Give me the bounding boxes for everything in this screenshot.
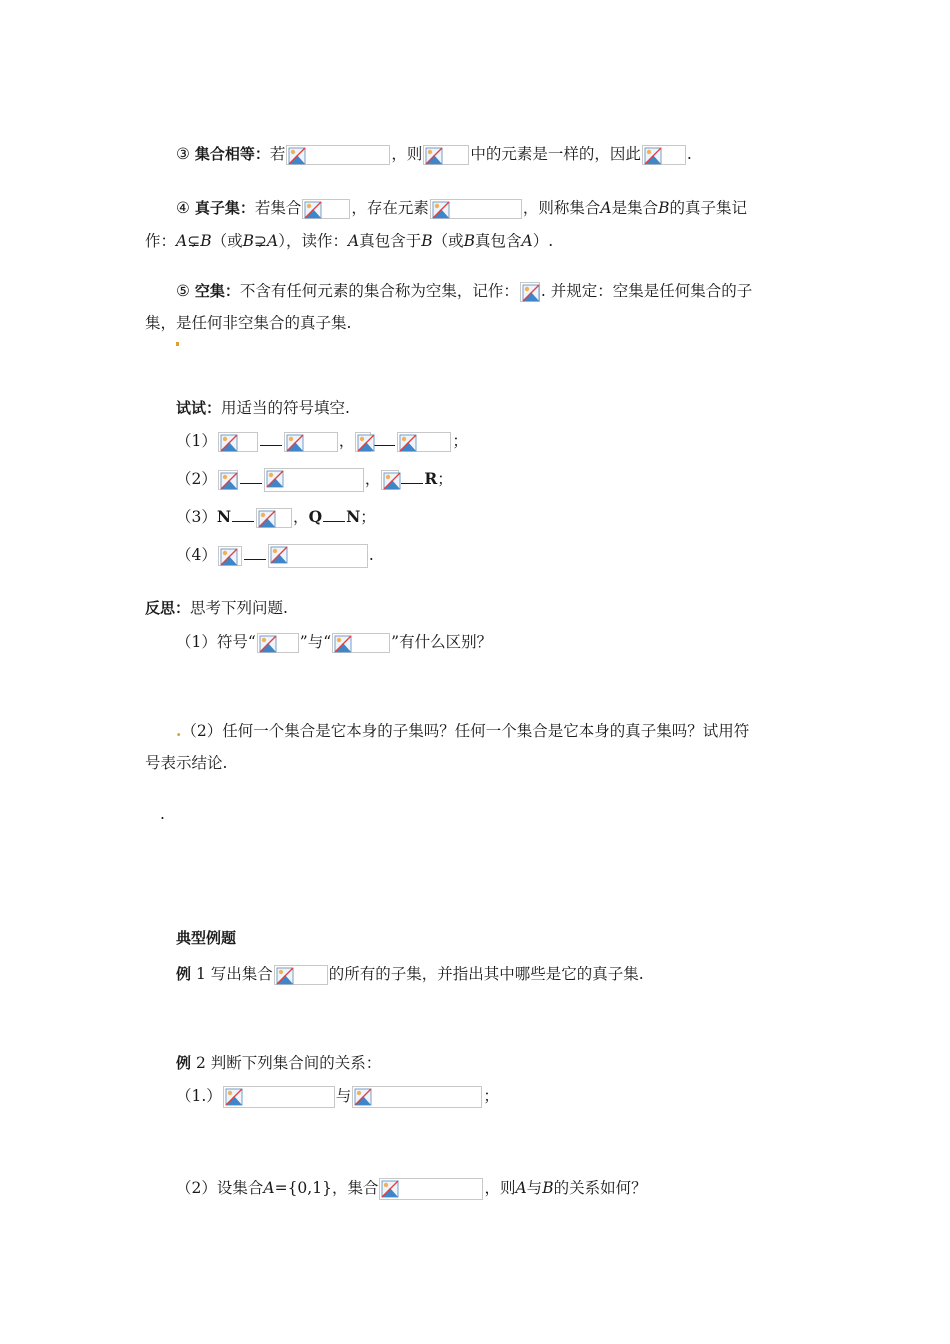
broken-image-icon bbox=[397, 432, 451, 452]
broken-image-icon bbox=[302, 199, 350, 219]
example-number: 1 bbox=[195, 965, 206, 983]
fill-blank[interactable] bbox=[260, 431, 282, 446]
variable: B bbox=[542, 1179, 554, 1197]
broken-image-icon bbox=[352, 1086, 482, 1108]
reflect-q1 bbox=[176, 631, 492, 653]
text: ”与“ bbox=[299, 633, 332, 651]
broken-image-icon bbox=[284, 432, 338, 452]
row-label: （1） bbox=[176, 432, 217, 450]
example-2-q2 bbox=[176, 1177, 647, 1200]
examples-heading: 典型例题 bbox=[176, 929, 237, 947]
broken-image-icon bbox=[268, 544, 368, 568]
variable: B bbox=[242, 232, 255, 250]
stray-period: . bbox=[160, 805, 165, 823]
item-empty-set bbox=[176, 280, 752, 302]
reflect-q2 bbox=[176, 720, 749, 742]
term-title: 集合相等： bbox=[194, 145, 270, 163]
row-label: （4） bbox=[176, 546, 217, 564]
variable: A bbox=[515, 1179, 527, 1197]
text: . 并规定：空集是任何集合的子 bbox=[540, 282, 753, 300]
variable: A bbox=[347, 232, 360, 250]
variable: B bbox=[658, 199, 670, 217]
broken-image-icon bbox=[642, 145, 686, 165]
variable: B bbox=[421, 232, 433, 250]
text: ； bbox=[452, 432, 468, 450]
term-title: 真子集： bbox=[194, 199, 255, 217]
text: ）. bbox=[532, 232, 554, 250]
row-label: （3） bbox=[176, 508, 217, 526]
text: ， bbox=[364, 470, 381, 488]
try-row-1 bbox=[176, 430, 468, 452]
item-proper-subset-line2 bbox=[145, 230, 553, 252]
text: ，则 bbox=[484, 1179, 516, 1197]
row-label: （2） bbox=[176, 470, 217, 488]
try-row-2 bbox=[176, 468, 453, 492]
example-2 bbox=[176, 1052, 381, 1074]
variable: A bbox=[263, 1179, 275, 1197]
text: （1）符号“ bbox=[176, 633, 256, 651]
circled-number: ⑤ bbox=[176, 282, 190, 300]
variable: B bbox=[200, 232, 212, 250]
symbol: ⊊ bbox=[187, 232, 201, 250]
example-label: 例 bbox=[176, 1054, 192, 1072]
try-row-3 bbox=[176, 506, 376, 528]
variable: A bbox=[521, 232, 533, 250]
text: ； bbox=[437, 470, 453, 488]
broken-image-icon bbox=[218, 546, 242, 566]
broken-image-icon bbox=[286, 145, 390, 165]
text: ， bbox=[338, 432, 355, 450]
broken-image-icon bbox=[218, 470, 238, 490]
text: （或 bbox=[432, 232, 464, 250]
text: 作： bbox=[145, 232, 177, 250]
fill-blank[interactable] bbox=[240, 469, 262, 484]
text: （2）设集合 bbox=[176, 1179, 264, 1197]
example-label: 例 bbox=[176, 965, 192, 983]
reflect-heading bbox=[145, 597, 288, 619]
text: ， bbox=[293, 508, 309, 526]
broken-image-icon bbox=[381, 470, 399, 490]
fill-blank[interactable] bbox=[401, 469, 423, 484]
broken-image-icon bbox=[218, 432, 258, 452]
text: . bbox=[368, 546, 374, 564]
fill-blank[interactable] bbox=[373, 431, 395, 446]
example-number: 2 bbox=[195, 1054, 206, 1072]
text: 用适当的符号填空. bbox=[221, 399, 350, 417]
circled-number: ④ bbox=[176, 199, 190, 217]
broken-image-icon bbox=[423, 145, 469, 165]
example-1 bbox=[176, 963, 644, 985]
term-title: 空集： bbox=[194, 282, 240, 300]
text: 写出集合 bbox=[210, 965, 273, 983]
fill-blank[interactable] bbox=[244, 545, 266, 560]
text: 不含有任何元素的集合称为空集，记作： bbox=[239, 282, 519, 300]
reflect-q2-line2: 号表示结论. bbox=[145, 754, 228, 772]
text: 与 bbox=[526, 1179, 543, 1197]
text: ={0,1}，集合 bbox=[274, 1179, 379, 1197]
broken-image-icon bbox=[430, 199, 522, 219]
item-set-equality bbox=[176, 143, 692, 165]
text: 的关系如何？ bbox=[553, 1179, 647, 1197]
text: 的真子集记 bbox=[669, 199, 748, 217]
text: ； bbox=[483, 1087, 499, 1105]
text: 若集合 bbox=[254, 199, 302, 217]
symbol-N: N bbox=[346, 507, 361, 526]
symbol-N: N bbox=[216, 507, 232, 526]
try-heading bbox=[176, 397, 350, 419]
broken-image-icon bbox=[256, 508, 292, 528]
text: 中的元素是一样的，因此 bbox=[470, 145, 641, 163]
row-label: （1.） bbox=[176, 1087, 222, 1105]
item-empty-set-line2: 集，是任何非空集合的真子集. bbox=[145, 314, 352, 332]
marker-dot bbox=[176, 342, 179, 346]
circled-number: ③ bbox=[176, 145, 190, 163]
symbol-Q: Q bbox=[308, 507, 323, 526]
variable: A bbox=[176, 232, 188, 250]
broken-image-icon bbox=[379, 1178, 483, 1200]
text: 判断下列集合间的关系： bbox=[210, 1054, 382, 1072]
symbol: ⊋ bbox=[254, 232, 268, 250]
marker-dot: . bbox=[176, 721, 182, 740]
broken-image-icon bbox=[223, 1086, 335, 1108]
text: （或 bbox=[211, 232, 243, 250]
broken-image-icon bbox=[332, 633, 390, 653]
broken-image-icon bbox=[257, 633, 299, 653]
text: 的所有的子集，并指出其中哪些是它的真子集. bbox=[328, 965, 644, 983]
reflect-title: 反思： bbox=[145, 599, 191, 617]
text: ），读作： bbox=[278, 232, 348, 250]
symbol-R: R bbox=[424, 469, 438, 488]
text: . bbox=[686, 145, 692, 163]
text: 真包含于 bbox=[359, 232, 422, 250]
item-proper-subset bbox=[176, 197, 747, 219]
text: 与 bbox=[335, 1087, 352, 1105]
try-row-4 bbox=[176, 544, 374, 568]
text: （2）任何一个集合是它本身的子集吗？任何一个集合是它本身的真子集吗？试用符 bbox=[181, 722, 750, 740]
text: ，则 bbox=[391, 145, 423, 163]
text: ，则称集合 bbox=[522, 199, 601, 217]
text: 是集合 bbox=[611, 199, 659, 217]
variable: B bbox=[463, 232, 475, 250]
try-title: 试试： bbox=[176, 399, 222, 417]
text: ”有什么区别？ bbox=[391, 633, 493, 651]
text: 若 bbox=[269, 145, 286, 163]
broken-image-icon bbox=[355, 432, 371, 452]
text: 真包含 bbox=[475, 232, 522, 250]
example-2-q1 bbox=[176, 1085, 499, 1108]
variable: A bbox=[600, 199, 612, 217]
text: ； bbox=[360, 508, 376, 526]
variable: A bbox=[267, 232, 279, 250]
text: 思考下列问题. bbox=[190, 599, 288, 617]
broken-image-icon bbox=[520, 282, 540, 302]
broken-image-icon bbox=[274, 965, 328, 985]
fill-blank[interactable] bbox=[232, 507, 254, 522]
broken-image-icon bbox=[264, 468, 364, 492]
text: ，存在元素 bbox=[351, 199, 429, 217]
fill-blank[interactable] bbox=[323, 507, 345, 522]
